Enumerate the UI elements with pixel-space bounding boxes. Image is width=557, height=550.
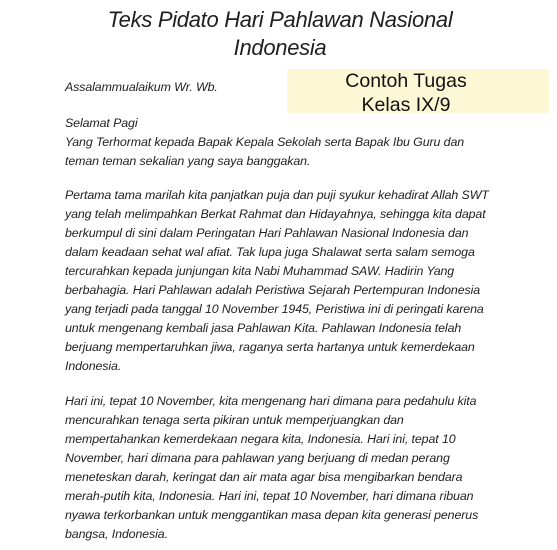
paragraph-line: dalam keadaan sehat wal afiat. Tak lupa juga Shalawat serta salam semoga: [65, 245, 475, 259]
opening-line: Selamat Pagi: [65, 116, 138, 130]
opening-paragraph: [65, 114, 487, 171]
title-line-2: Indonesia: [233, 35, 327, 60]
opening-line: teman teman sekalian yang saya banggakan.: [65, 154, 311, 168]
greeting: [65, 78, 487, 97]
paragraph-line: berbahagia. Hari Pahlawan adalah Peristiwa Sejarah Pertempuran Indonesia: [65, 283, 481, 297]
opening-line: Yang Terhormat kepada Bapak Kepala Sekolah serta Bapak Ibu Guru dan: [65, 135, 465, 149]
title-line-1: Teks Pidato Hari Pahlawan Nasional: [107, 7, 453, 32]
paragraph-line: berjuang mempertaruhkan jiwa, raganya serta hartanya untuk kemerdekaan: [65, 340, 475, 354]
paragraph-line: meneteskan darah, keringat dan air mata agar bisa mengibarkan bendara: [65, 470, 463, 484]
paragraph-line: Hari ini, tepat 10 November, kita mengenang hari dimana para pedahulu kita: [65, 394, 477, 408]
paragraph-line: merah-putih kita, Indonesia. Hari ini, tepat 10 November, hari dimana ribuan: [65, 489, 474, 503]
paragraph-line: Pertama tama marilah kita panjatkan puja dan puji syukur kehadirat Allah SWT: [65, 188, 489, 202]
assignment-label-line-1: Contoh Tugas: [345, 70, 467, 92]
paragraph-1: [65, 186, 487, 376]
paragraph-2: [65, 392, 487, 544]
paragraph-line: untuk mengenang kembali jasa Pahlawan Kita. Pahlawan Indonesia telah: [65, 321, 462, 335]
greeting-line: Assalammualaikum Wr. Wb.: [65, 80, 218, 94]
paragraph-line: mencurahkan tenaga serta pikiran untuk memperjuangkan dan: [65, 413, 404, 427]
paragraph-line: yang terjadi pada tanggal 10 November 1945, Peristiwa ini di peringati karena: [65, 302, 484, 316]
paragraph-line: November, hari dimana para pahlawan yang berjuang di medan perang: [65, 451, 450, 465]
paragraph-line: nyawa terkorbankan untuk menggantikan masa depan kita generasi penerus: [65, 508, 479, 522]
paragraph-line: tercurahkan kepada junjungan kita Nabi Muhammad SAW. Hadirin Yang: [65, 264, 455, 278]
assignment-label-line-2: Kelas IX/9: [361, 94, 451, 116]
paragraph-line: Indonesia.: [65, 359, 122, 373]
paragraph-line: berkumpul di sini dalam Peringatan Hari Pahlawan Nasional Indonesia dan: [65, 226, 469, 240]
paragraph-line: yang telah melimpahkan Berkat Rahmat dan Hidayahnya, sehingga kita dapat: [65, 207, 486, 221]
paragraph-line: bangsa, Indonesia.: [65, 527, 168, 541]
paragraph-line: mempertahankan kemerdekaan negara kita, Indonesia. Hari ini, tepat 10: [65, 432, 456, 446]
document-title: [60, 6, 500, 62]
